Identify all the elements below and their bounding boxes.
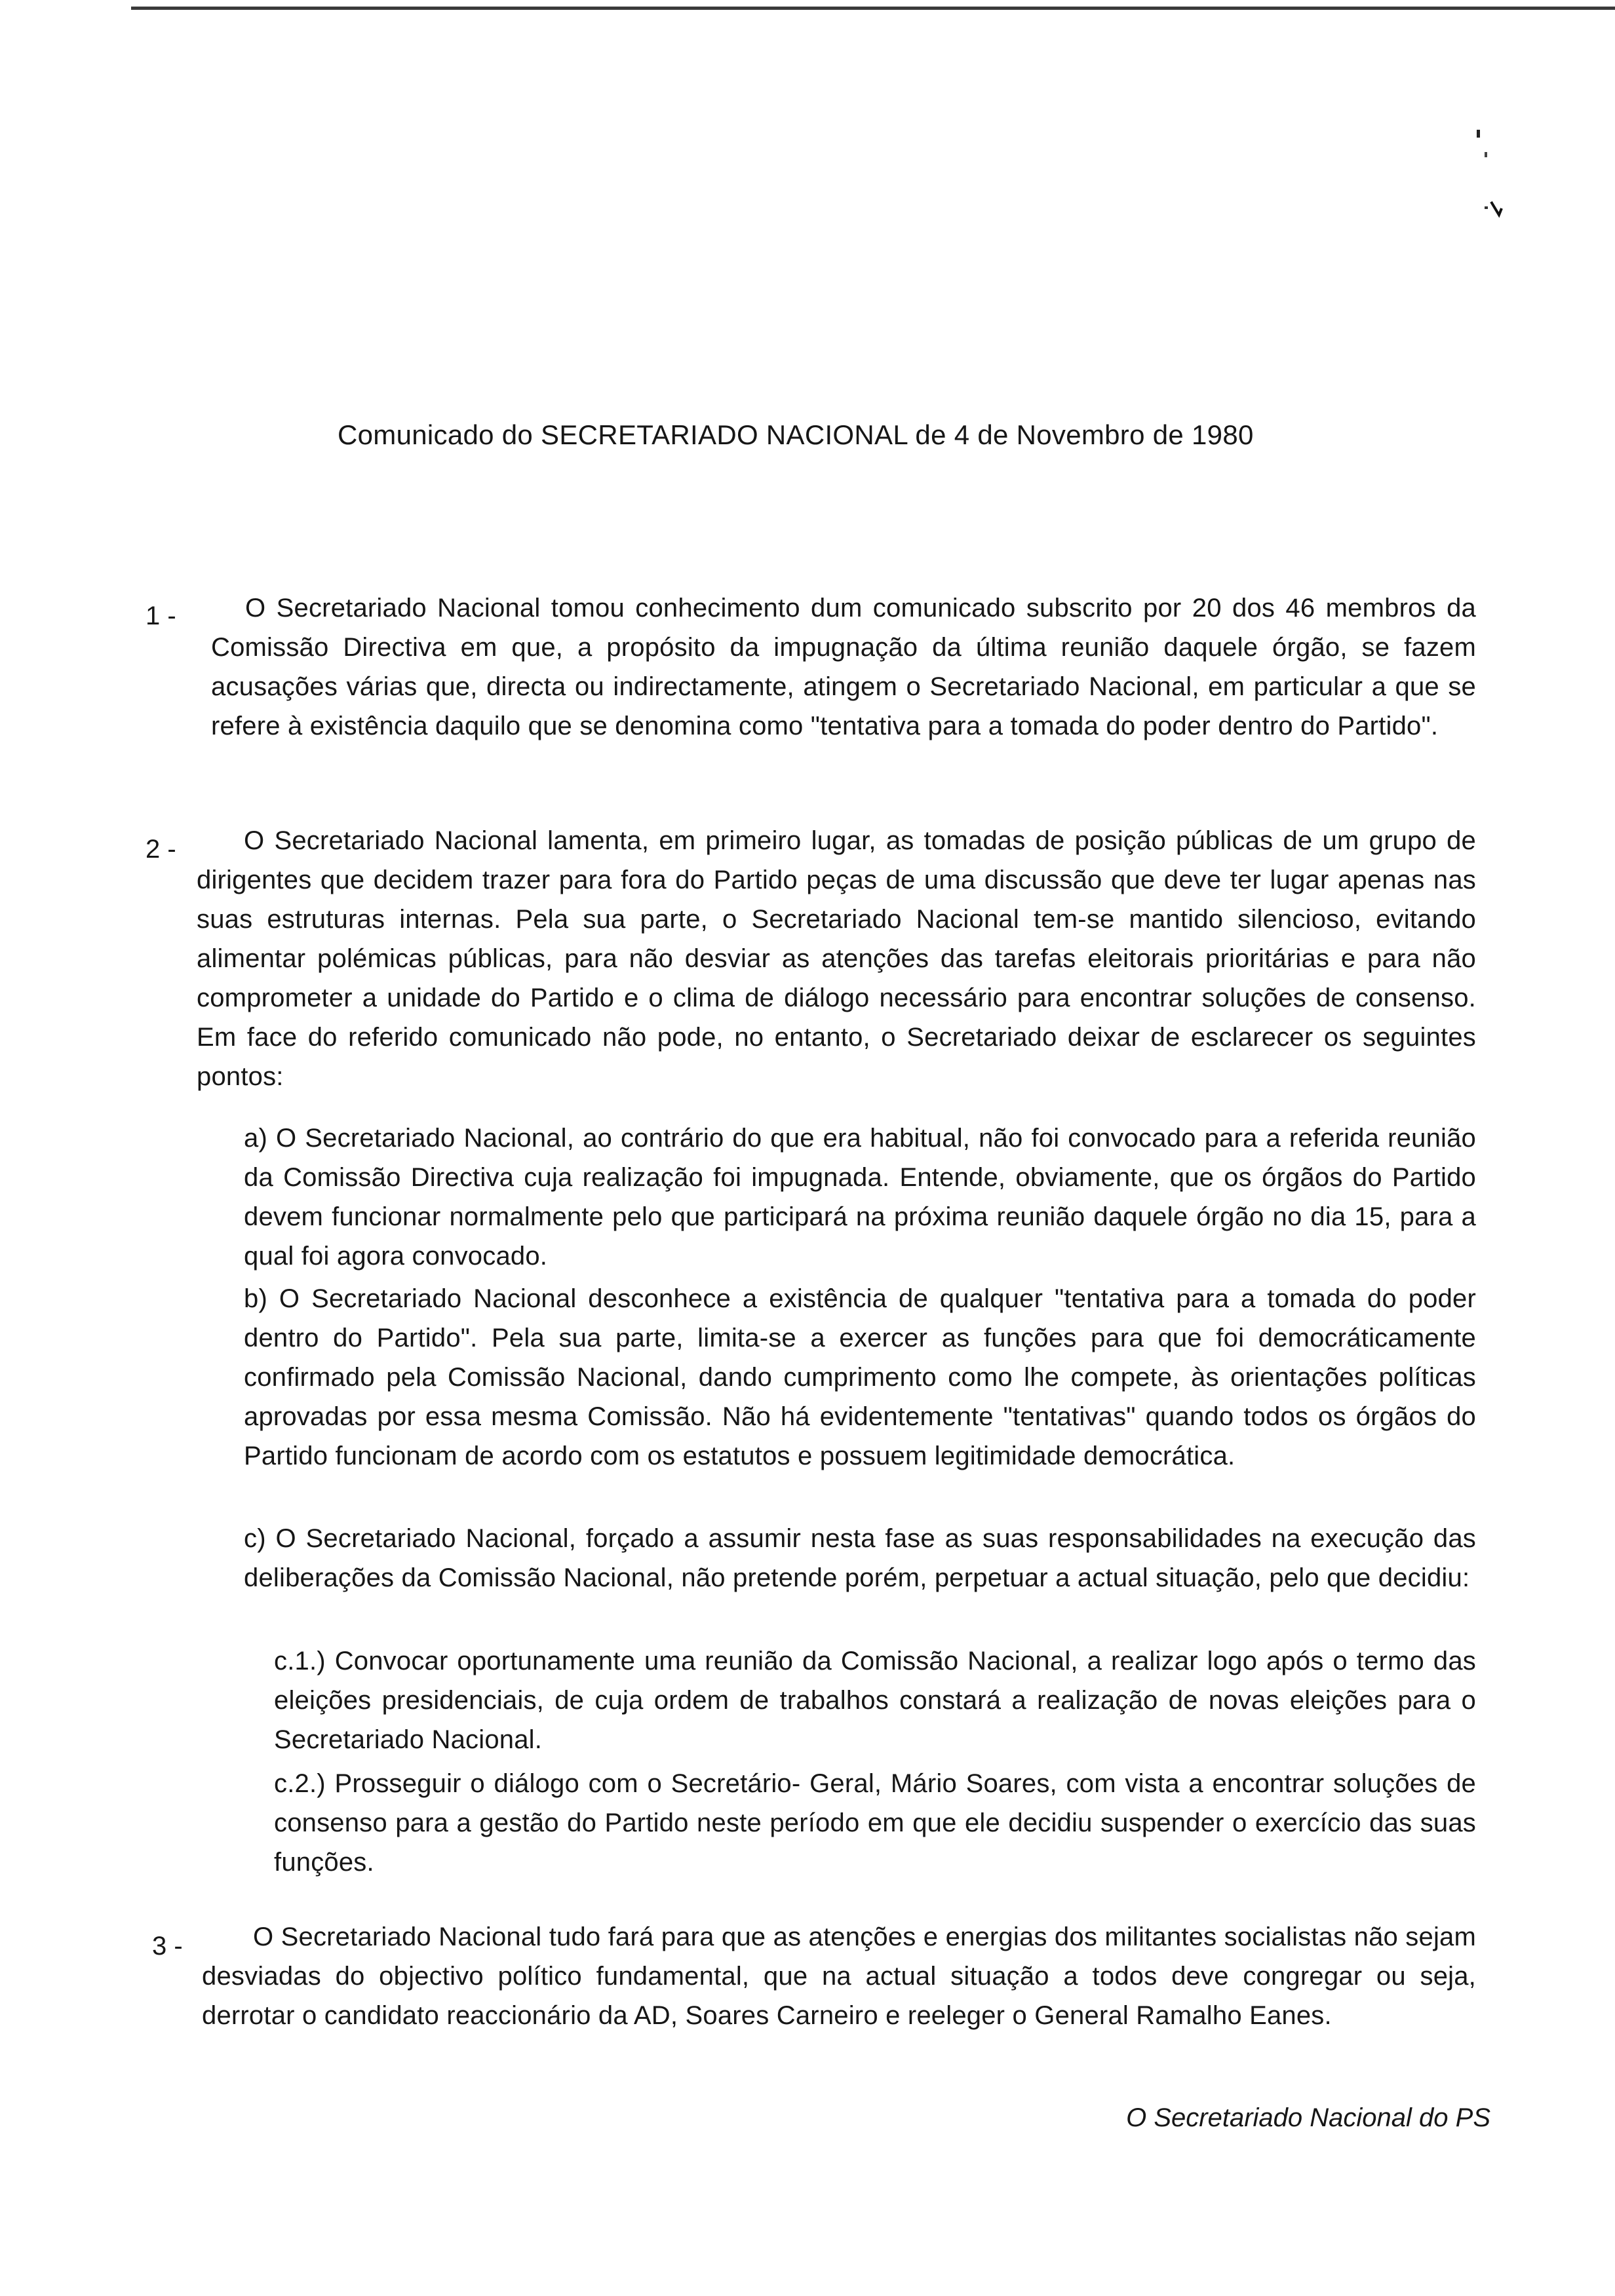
subitem-c: c) O Secretariado Nacional, forçado a assumir nesta fase as suas responsabilidades na execução das deliberações da Comissão Nacional, não pretende porém, perpetuar a actual situação, pelo que decidiu: <box>244 1524 1476 1592</box>
top-border-line <box>131 7 1615 10</box>
document-title: Comunicado do SECRETARIADO NACIONAL de 4 de Novembro de 1980 <box>338 419 1254 450</box>
subitem-b: b) O Secretariado Nacional desconhece a existência de qualquer "tentativa para a tomada do poder dentro do Partido". Pela sua parte, limita-se a exercer as funções para que foi democráticamente confirmado pela Comissão Nacional, dando cumprimento como lhe compete, às orientações políticas aprovadas por essa mesma Comissão. Não há evidentemente "tentativas" quando todos os órgãos do Partido funcionam de acordo com os estatutos e possuem legitimidade democrática. <box>244 1284 1476 1470</box>
subitem-c1: c.1.) Convocar oportunamente uma reunião da Comissão Nacional, a realizar logo após o termo das eleições presidenciais, de cuja ordem de trabalhos constará a realização de novas eleições para o Secretariado Nacional. <box>274 1647 1476 1754</box>
subitem-a: a) O Secretariado Nacional, ao contrário do que era habitual, não foi convocado para a referida reunião da Comissão Directiva cuja realização foi impugnada. Entende, obviamente, que os órgãos do Partido devem funcionar normalmente pelo que participará na próxima reunião daquele órgão no dia 15, para a qual foi agora convocado. <box>244 1124 1476 1271</box>
paragraph-1: O Secretariado Nacional tomou conhecimento dum comunicado subscrito por 20 dos 46 membros da Comissão Directiva em que, a propósito da impugnação da última reunião daquele órgão, se fazem acusações várias que, directa ou indirectamente, atingem o Secretariado Nacional, em particular a que se refere à existência daquilo que se denomina como "tentativa para a tomada do poder dentro do Partido". <box>211 594 1476 740</box>
item-number-3: 3 - <box>152 1932 183 1961</box>
signature: O Secretariado Nacional do PS <box>1126 2103 1490 2132</box>
subitem-c2: c.2.) Prosseguir o diálogo com o Secretário- Geral, Mário Soares, com vista a encontrar soluções de consenso para a gestão do Partido neste período em que ele decidiu suspender o exercício das suas funções. <box>274 1769 1476 1877</box>
scan-specks <box>1465 124 1544 229</box>
item-number-2: 2 - <box>146 835 176 864</box>
paragraph-3: O Secretariado Nacional tudo fará para que as atenções e energias dos militantes socialistas não sejam desviadas do objectivo político fundamental, que na actual situação a todos deve congregar ou seja, derrotar o candidato reaccionário da AD, Soares Carneiro e reeleger o General Ramalho Eanes. <box>202 1923 1476 2030</box>
item-number-1: 1 - <box>146 602 176 630</box>
paragraph-2: O Secretariado Nacional lamenta, em primeiro lugar, as tomadas de posição públicas de um grupo de dirigentes que decidem trazer para fora do Partido peças de uma discussão que deve ter lugar apenas nas suas estruturas internas. Pela sua parte, o Secretariado Nacional tem-se mantido silencioso, evitando alimentar polémicas públicas, para não desviar as atenções das tarefas eleitorais prioritárias e para não comprometer a unidade do Partido e o clima de diálogo necessário para encontrar soluções de consenso. Em face do referido comunicado não pode, no entanto, o Secretariado deixar de esclarecer os seguintes pontos: <box>197 826 1476 1091</box>
